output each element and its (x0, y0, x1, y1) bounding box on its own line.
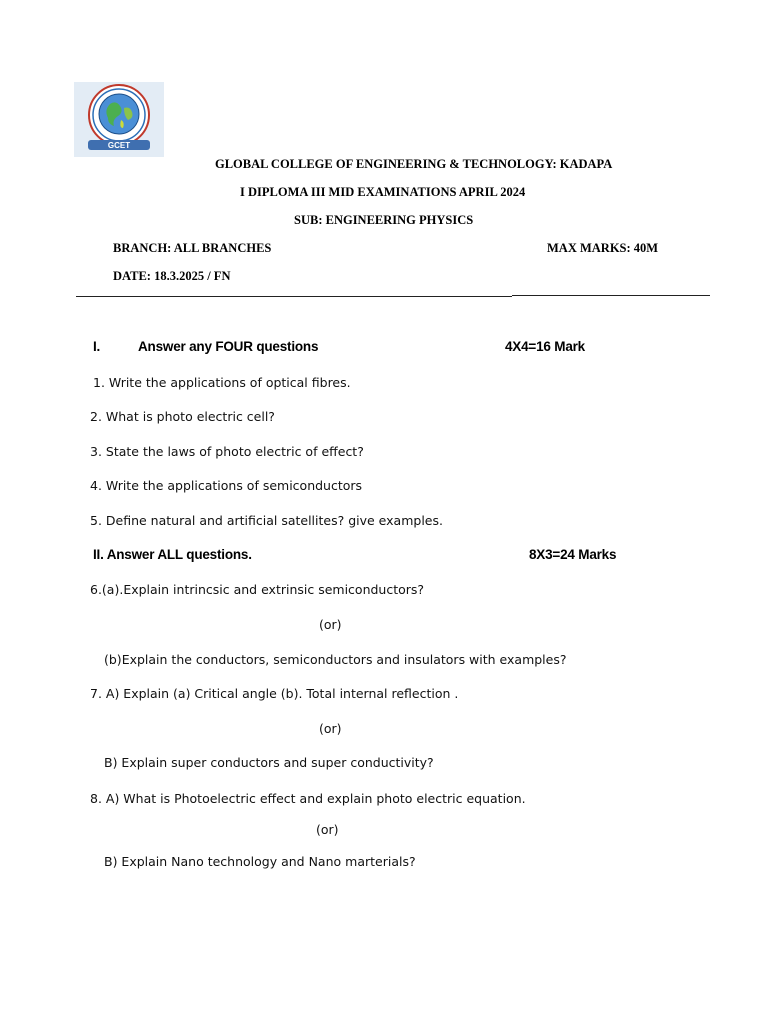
logo-text: GCET (107, 141, 131, 150)
date-label: DATE: 18.3.2025 / FN (113, 269, 231, 283)
question-7a: 7. A) Explain (a) Critical angle (b). Total internal reflection . (90, 686, 459, 701)
question-8a: 8. A) What is Photoelectric effect and explain photo electric equation. (90, 791, 526, 806)
question-6a: 6.(a).Explain intrincsic and extrinsic semiconductors? (90, 582, 425, 597)
section-1-title: Answer any FOUR questions (138, 339, 319, 354)
max-marks-label: MAX MARKS: 40M (547, 241, 659, 255)
question-6b: (b)Explain the conductors, semiconductors and insulators with examples? (104, 652, 567, 667)
question-1: 1. Write the applications of optical fibres. (93, 375, 351, 390)
question-8b: B) Explain Nano technology and Nano marterials? (104, 854, 416, 869)
college-name: GLOBAL COLLEGE OF ENGINEERING & TECHNOLOGY: KADAPA (215, 157, 613, 171)
college-logo (74, 82, 164, 157)
globe-emblem-icon (74, 82, 164, 157)
question-5: 5. Define natural and artificial satellites? give examples. (90, 513, 443, 528)
or-separator-8: (or) (316, 822, 339, 837)
section-2-marks: 8X3=24 Marks (529, 547, 617, 562)
question-4: 4. Write the applications of semiconductors (90, 478, 363, 493)
or-separator-6: (or) (319, 617, 342, 632)
question-7b: B) Explain super conductors and super conductivity? (104, 755, 434, 770)
section-1-marks: 4X4=16 Mark (505, 339, 585, 354)
exam-title: I DIPLOMA III MID EXAMINATIONS APRIL 2024 (240, 185, 526, 199)
header-divider-right (512, 295, 710, 296)
header-divider-left (76, 296, 512, 297)
section-2-title: II. Answer ALL questions. (93, 547, 252, 562)
question-2: 2. What is photo electric cell? (90, 409, 275, 424)
or-separator-7: (or) (319, 721, 342, 736)
question-3: 3. State the laws of photo electric of effect? (90, 444, 364, 459)
branch-label: BRANCH: ALL BRANCHES (113, 241, 272, 255)
section-1-numeral: I. (93, 339, 101, 354)
subject-title: SUB: ENGINEERING PHYSICS (294, 213, 474, 227)
